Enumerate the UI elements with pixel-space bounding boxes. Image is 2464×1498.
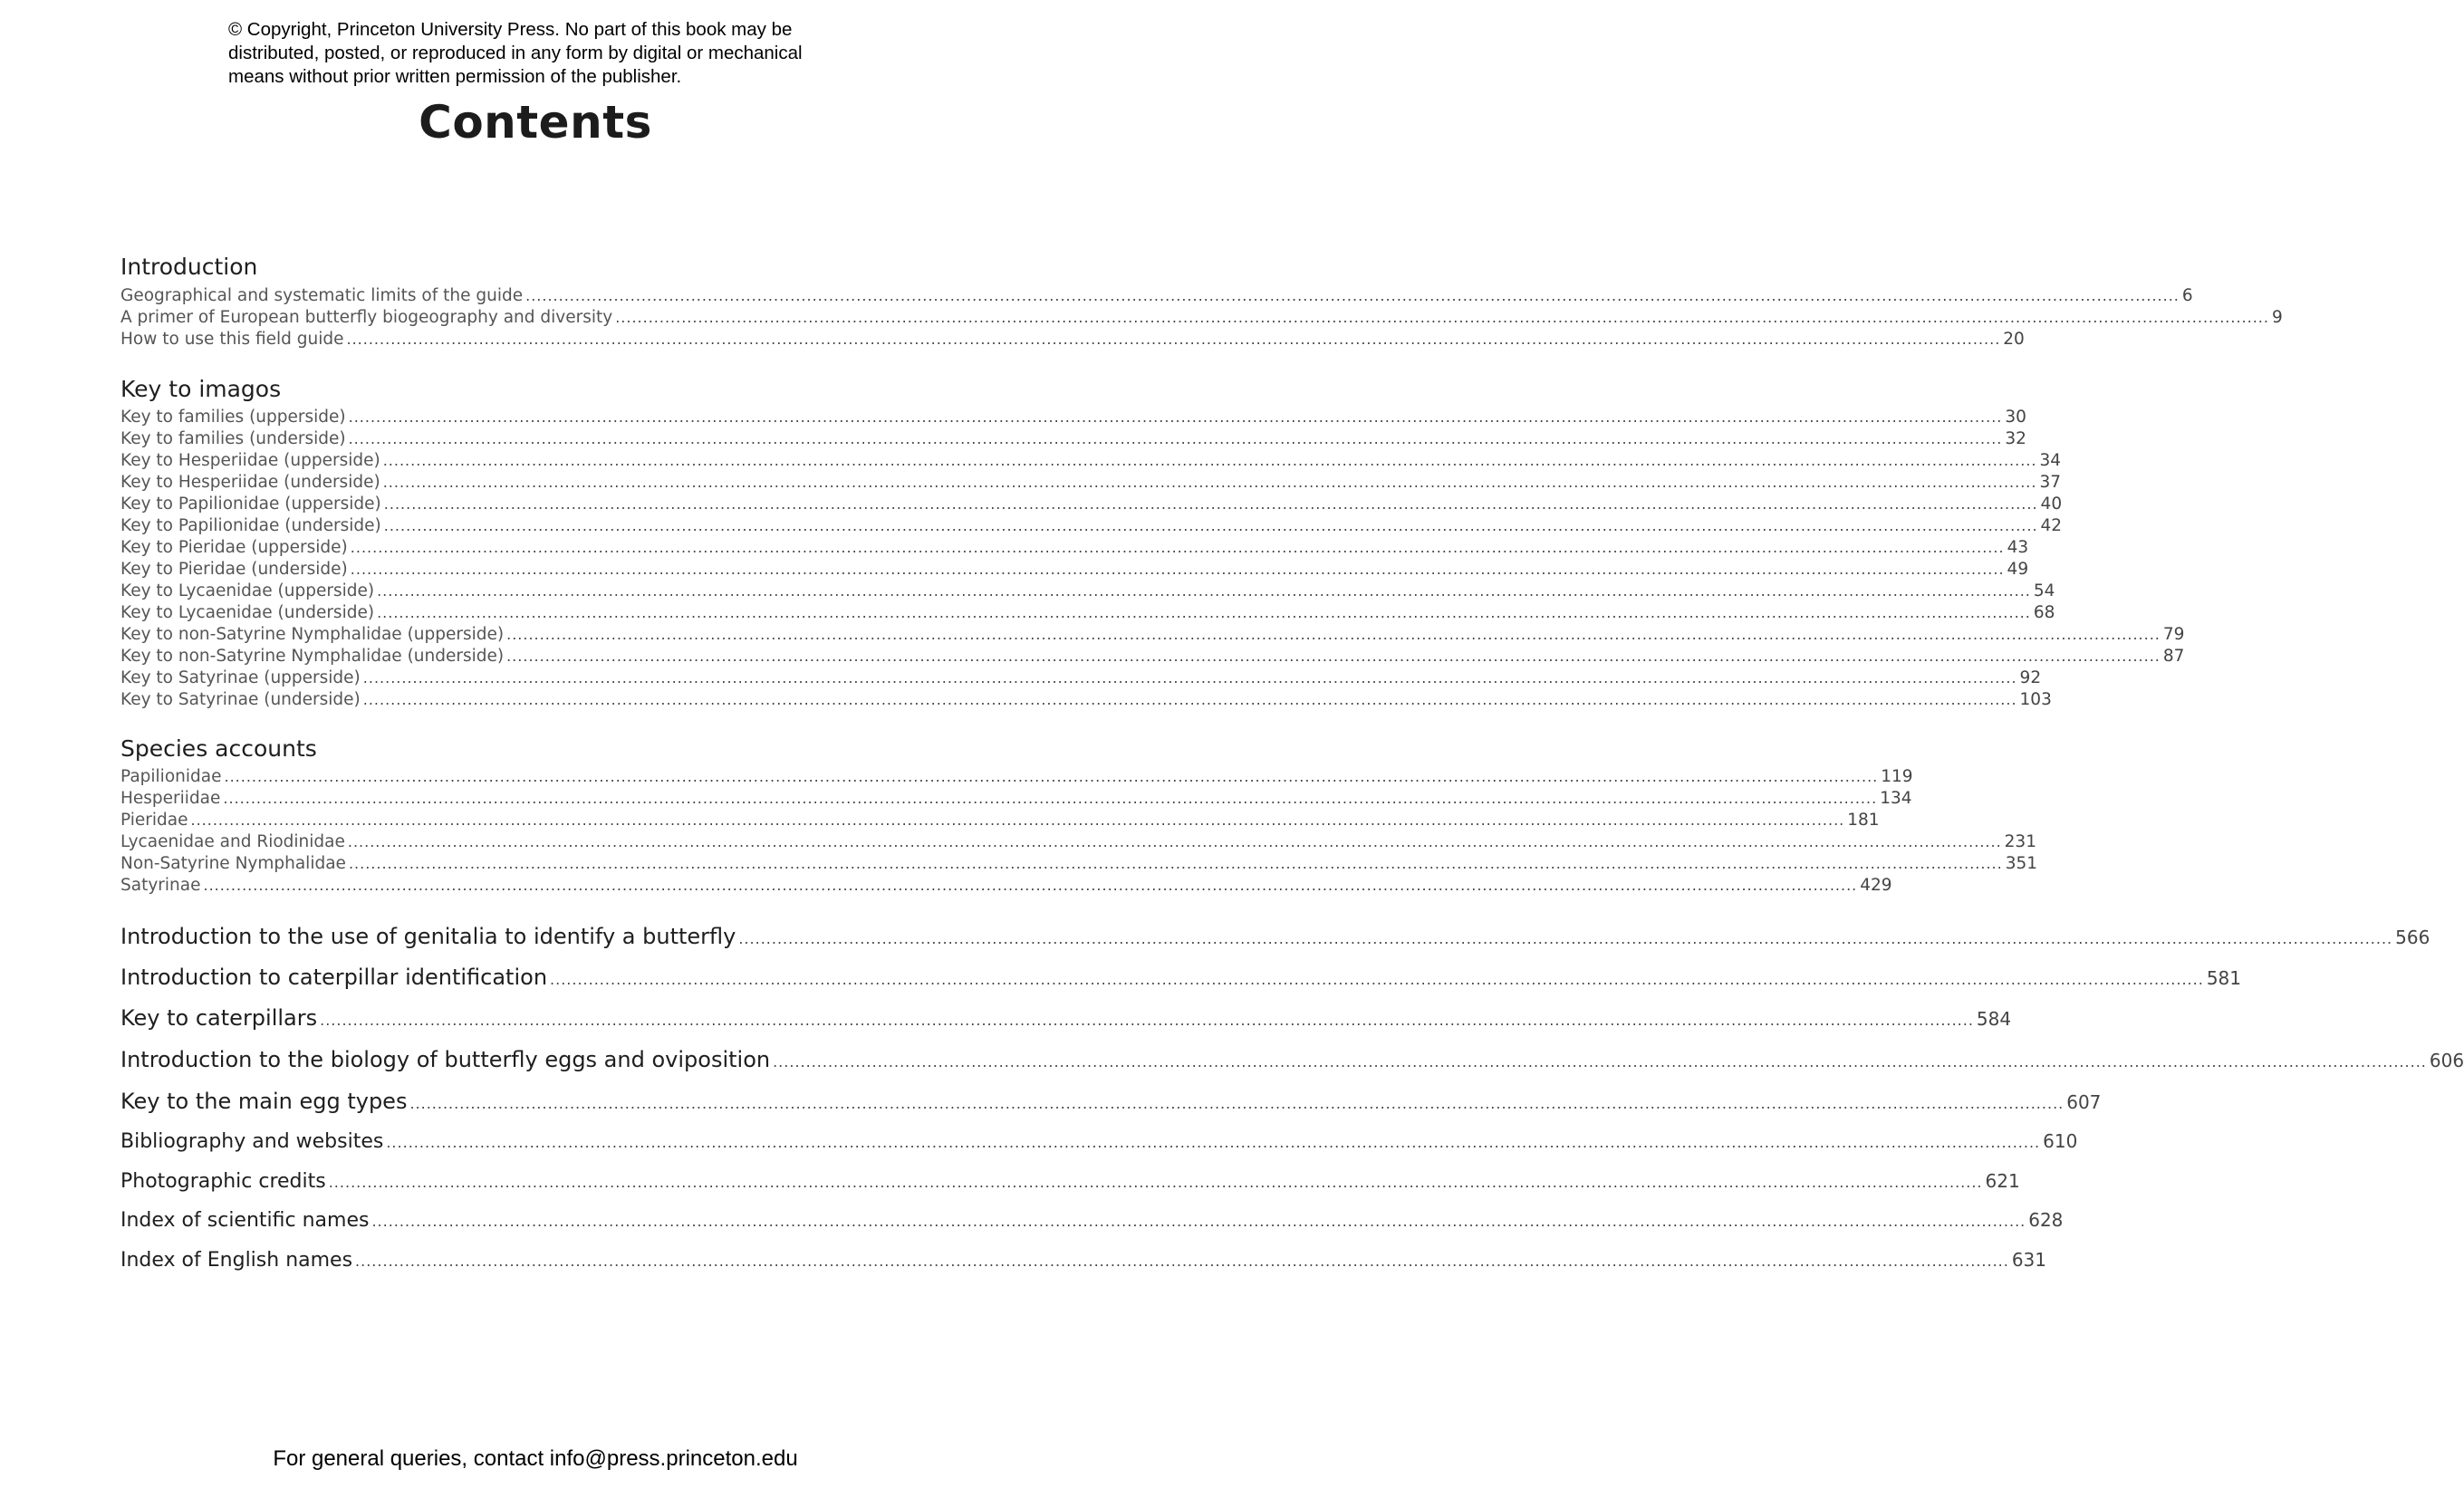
leader-dots: ............................................................................................................................................................................................................................................................................................................ <box>383 495 2038 513</box>
toc-entry-label: Key to Papilionidae (upperside) <box>120 495 381 514</box>
toc-entry-label: Geographical and systematic limits of the guide <box>120 286 524 305</box>
toc-entry-page: 119 <box>1881 767 1913 786</box>
toc-entry-label: Photographic credits <box>120 1170 326 1193</box>
leader-dots: ............................................................................................................................................................................................................................................................................................................ <box>383 517 2038 534</box>
toc-entry[interactable] <box>120 809 1880 831</box>
toc-entry-label: Key to Lycaenidae (underside) <box>120 603 375 622</box>
toc-entry-label: Key to non-Satyrine Nymphalidae (underside) <box>120 647 505 666</box>
toc-entry-page: 87 <box>2162 647 2185 666</box>
toc-entry-label: Index of English names <box>120 1249 353 1272</box>
toc-entry[interactable] <box>120 471 2062 494</box>
toc-entry[interactable] <box>120 922 2430 951</box>
toc-entry-page: 79 <box>2162 625 2185 644</box>
toc-entry-page: 606 <box>2429 1050 2464 1071</box>
toc-entry-label: Satyrinae <box>120 876 201 895</box>
toc-entry-label: Key to caterpillars <box>120 1005 318 1031</box>
section-heading-species-accounts: Species accounts <box>120 735 317 762</box>
toc-entry[interactable] <box>120 1206 2064 1234</box>
toc-entry-label: A primer of European butterfly biogeography and diversity <box>120 308 613 327</box>
leader-dots: ............................................................................................................................................................................................................................................................................................................ <box>224 768 1879 785</box>
toc-entry-page: 429 <box>1860 876 1892 895</box>
footer-contact: For general queries, contact info@press.princeton.edu <box>273 1446 798 1471</box>
toc-entry-label: Lycaenidae and Riodinidae <box>120 832 345 851</box>
toc-entry[interactable] <box>120 406 2026 428</box>
toc-entry[interactable] <box>120 449 2062 472</box>
toc-entry-label: Key to families (underside) <box>120 429 346 448</box>
leader-dots: ............................................................................................................................................................................................................................................................................................................ <box>350 539 2005 556</box>
leader-dots: ............................................................................................................................................................................................................................................................................................................ <box>615 309 2269 326</box>
toc-entry-label: Introduction to caterpillar identification <box>120 965 548 990</box>
toc-entry-page: 134 <box>1880 789 1912 808</box>
toc-entry[interactable] <box>120 1167 2020 1195</box>
toc-entry-label: Index of scientific names <box>120 1209 370 1232</box>
toc-entry[interactable] <box>120 852 2038 875</box>
toc-entry-page: 351 <box>2005 854 2038 873</box>
leader-dots: ............................................................................................................................................................................................................................................................................................................ <box>346 331 2001 348</box>
toc-entry-label: Key to Lycaenidae (upperside) <box>120 581 375 600</box>
toc-entry[interactable] <box>120 601 2055 624</box>
toc-entry-page: 607 <box>2066 1091 2102 1113</box>
toc-entry-page: 181 <box>1847 811 1880 830</box>
toc-entry[interactable] <box>120 1087 2102 1116</box>
leader-dots: ............................................................................................................................................................................................................................................................................................................ <box>203 877 1858 894</box>
toc-entry-label: Key to non-Satyrine Nymphalidae (upperside) <box>120 625 505 644</box>
toc-entry[interactable] <box>120 874 1892 897</box>
toc-entry-page: 68 <box>2033 603 2055 622</box>
toc-entry-page: 92 <box>2019 668 2042 687</box>
toc-entry[interactable] <box>120 427 2026 450</box>
leader-dots: ............................................................................................................................................................................................................................................................................................................ <box>386 1134 2041 1151</box>
toc-entry[interactable] <box>120 580 2055 602</box>
toc-entry[interactable] <box>120 963 2241 992</box>
section-heading-introduction: Introduction <box>120 254 258 280</box>
toc-entry[interactable] <box>120 284 2193 307</box>
toc-entry-page: 631 <box>2011 1249 2047 1271</box>
toc-entry-label: Introduction to the use of genitalia to identify a butterfly <box>120 924 736 949</box>
leader-dots: ............................................................................................................................................................................................................................................................................................................ <box>382 474 2037 491</box>
leader-dots: ............................................................................................................................................................................................................................................................................................................ <box>350 561 2005 578</box>
copyright-notice <box>228 18 862 89</box>
toc-entry[interactable] <box>120 328 2025 350</box>
toc-entry-page: 610 <box>2043 1130 2078 1152</box>
leader-dots: ............................................................................................................................................................................................................................................................................................................ <box>550 971 2204 988</box>
leader-dots: ............................................................................................................................................................................................................................................................................................................ <box>328 1174 1983 1191</box>
leader-dots: ............................................................................................................................................................................................................................................................................................................ <box>738 930 2393 947</box>
toc-entry-page: 6 <box>2181 286 2193 305</box>
toc-entry-label: Papilionidae <box>120 767 222 786</box>
toc-entry[interactable] <box>120 831 2036 853</box>
leader-dots: ............................................................................................................................................................................................................................................................................................................ <box>377 582 2031 600</box>
leader-dots: ............................................................................................................................................................................................................................................................................................................ <box>190 811 1845 829</box>
toc-entry[interactable] <box>120 493 2063 515</box>
toc-entry-label: Key to Papilionidae (underside) <box>120 516 381 535</box>
toc-entry-page: 42 <box>2040 516 2063 535</box>
toc-entry[interactable] <box>120 688 2052 711</box>
toc-entry-page: 628 <box>2028 1209 2064 1231</box>
toc-entry-page: 34 <box>2039 451 2062 470</box>
toc-entry-page: 40 <box>2040 495 2063 514</box>
toc-entry-label: Key to Pieridae (underside) <box>120 560 348 579</box>
leader-dots: ............................................................................................................................................................................................................................................................................................................ <box>409 1095 2065 1112</box>
toc-entry-label: Pieridae <box>120 811 188 830</box>
toc-entry-page: 54 <box>2033 581 2055 600</box>
toc-entry[interactable] <box>120 623 2185 646</box>
toc-entry[interactable] <box>120 787 1912 810</box>
leader-dots: ............................................................................................................................................................................................................................................................................................................ <box>348 430 2003 447</box>
leader-dots: ............................................................................................................................................................................................................................................................................................................ <box>348 855 2003 872</box>
toc-entry-page: 30 <box>2005 408 2026 427</box>
toc-entry-page: 231 <box>2004 832 2036 851</box>
toc-entry-label: Key to the main egg types <box>120 1089 408 1114</box>
leader-dots: ............................................................................................................................................................................................................................................................................................................ <box>223 790 1878 807</box>
toc-entry-label: Key to families (upperside) <box>120 408 346 427</box>
page-title: Contents <box>419 96 652 149</box>
toc-entry[interactable] <box>120 514 2063 537</box>
leader-dots: ............................................................................................................................................................................................................................................................................................................ <box>362 691 2017 708</box>
copyright-line: means without prior written permission of the publisher. <box>228 66 682 87</box>
leader-dots: ............................................................................................................................................................................................................................................................................................................ <box>348 408 2003 426</box>
toc-entry-label: Key to Pieridae (upperside) <box>120 538 348 557</box>
toc-entry-page: 584 <box>1976 1008 2012 1030</box>
leader-dots: ............................................................................................................................................................................................................................................................................................................ <box>525 287 2180 304</box>
leader-dots: ............................................................................................................................................................................................................................................................................................................ <box>371 1213 2026 1230</box>
toc-entry-page: 566 <box>2395 927 2430 948</box>
leader-dots: ............................................................................................................................................................................................................................................................................................................ <box>355 1253 2009 1270</box>
leader-dots: ............................................................................................................................................................................................................................................................................................................ <box>377 604 2031 621</box>
section-heading-key-to-imagos: Key to imagos <box>120 376 282 402</box>
toc-entry-label: Bibliography and websites <box>120 1130 384 1153</box>
toc-entry-label: Key to Satyrinae (upperside) <box>120 668 361 687</box>
toc-entry-page: 43 <box>2007 538 2029 557</box>
leader-dots: ............................................................................................................................................................................................................................................................................................................ <box>382 452 2037 469</box>
toc-entry-page: 581 <box>2206 967 2241 989</box>
toc-entry-label: Key to Hesperiidae (upperside) <box>120 451 380 470</box>
leader-dots: ............................................................................................................................................................................................................................................................................................................ <box>506 648 2161 665</box>
toc-entry-label: Key to Satyrinae (underside) <box>120 690 361 709</box>
toc-entry-label: Non-Satyrine Nymphalidae <box>120 854 346 873</box>
toc-entry-page: 49 <box>2007 560 2029 579</box>
toc-entry-label: Introduction to the biology of butterfly eggs and oviposition <box>120 1047 771 1072</box>
toc-entry-page: 621 <box>1985 1170 2020 1192</box>
toc-entry[interactable] <box>120 1003 2012 1032</box>
leader-dots: ............................................................................................................................................................................................................................................................................................................ <box>362 669 2017 687</box>
copyright-line: © Copyright, Princeton University Press. No part of this book may be <box>228 19 793 40</box>
leader-dots: ............................................................................................................................................................................................................................................................................................................ <box>347 833 2002 850</box>
toc-entry-page: 20 <box>2003 330 2025 349</box>
copyright-line: distributed, posted, or reproduced in any form by digital or mechanical <box>228 43 803 63</box>
toc-entry-label: Hesperiidae <box>120 789 221 808</box>
toc-entry-page: 32 <box>2005 429 2026 448</box>
toc-entry-label: Key to Hesperiidae (underside) <box>120 473 380 492</box>
toc-entry[interactable] <box>120 765 1913 788</box>
toc-entry-page: 9 <box>2271 308 2283 327</box>
toc-entry[interactable] <box>120 558 2029 581</box>
toc-entry-page: 37 <box>2039 473 2062 492</box>
toc-entry[interactable] <box>120 645 2185 667</box>
leader-dots: ............................................................................................................................................................................................................................................................................................................ <box>506 626 2161 643</box>
leader-dots: ............................................................................................................................................................................................................................................................................................................ <box>773 1053 2427 1071</box>
toc-entry[interactable] <box>120 1246 2047 1273</box>
toc-entry[interactable] <box>120 536 2029 559</box>
toc-entry[interactable] <box>120 667 2042 689</box>
toc-entry[interactable] <box>120 1045 2464 1074</box>
leader-dots: ............................................................................................................................................................................................................................................................................................................ <box>320 1012 1974 1029</box>
toc-entry-page: 103 <box>2019 690 2052 709</box>
toc-entry[interactable] <box>120 1128 2078 1155</box>
toc-entry-label: How to use this field guide <box>120 330 344 349</box>
toc-entry[interactable] <box>120 306 2283 329</box>
